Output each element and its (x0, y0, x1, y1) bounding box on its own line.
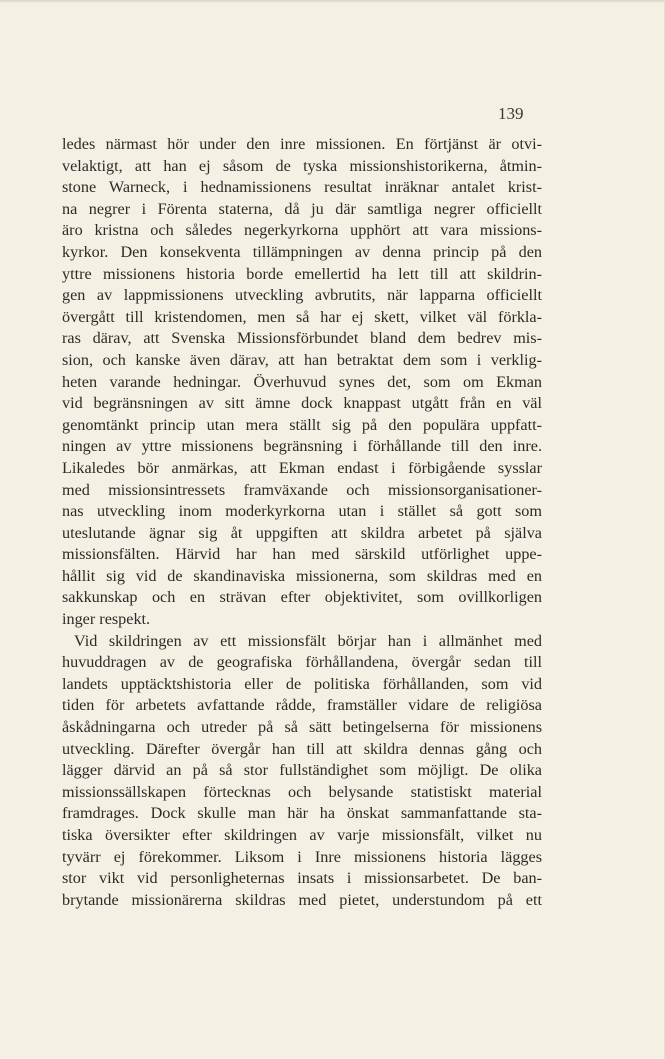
text-line: missionssällskapen förtecknas och belysande statistiskt material (62, 782, 542, 801)
text-line: uteslutande ägnar sig åt uppgiften att skildra arbetet på själva (62, 523, 542, 542)
text-line: utveckling. Därefter övergår han till att skildra dennas gång och (62, 739, 542, 758)
text-line: ningen av yttre missionens begränsning i förhållande till den inre. (62, 437, 542, 456)
text-line: hållit sig vid de skandinaviska missionerna, som skildras med en (62, 566, 542, 585)
text-line: heten varande hedningar. Överhuvud synes det, som om Ekman (62, 372, 542, 391)
text-line: åskådningarna och utreder på så sätt betingelserna för missionens (62, 718, 542, 737)
text-line: ras därav, att Svenska Missionsförbundet bland dem bedrev mis- (62, 329, 542, 348)
text-line: genomtänkt princip utan mera ställt sig på den populära uppfatt- (62, 415, 542, 434)
text-line: tiden för arbetets avfattande rådde, framställer vidare de religiösa (62, 696, 542, 715)
text-line: övergått till kristendomen, men så har ej skett, vilket väl förkla- (62, 307, 542, 326)
text-line: nas utveckling inom moderkyrkorna utan i stället så gott som (62, 502, 542, 521)
text-line: tiska översikter efter skildringen av varje missionsfält, vilket nu (62, 826, 542, 844)
text-line: vid begränsningen av sitt ämne dock knappast utgått från en väl (62, 394, 542, 413)
text-line: med missionsintressets framväxande och missionsorganisationer- (62, 480, 542, 499)
text-line: sakkunskap och en strävan efter objektivitet, som ovillkorligen (62, 588, 542, 607)
text-line: missionsfälten. Härvid har han med särskild utförlighet uppe- (62, 545, 542, 564)
page-top-edge (0, 0, 665, 3)
text-line: Likaledes bör anmärkas, att Ekman endast i förbigående sysslar (62, 458, 542, 477)
text-line: landets upptäcktshistoria eller de politiska förhållanden, som vid (62, 674, 542, 693)
text-line: velaktigt, att han ej såsom de tyska missionshistorikerna, åtmin- (62, 156, 542, 175)
page-number: 139 (498, 104, 524, 123)
text-line: kyrkor. Den konsekventa tillämpningen av denna princip på den (62, 242, 542, 261)
text-line: gen av lappmissionens utveckling avbrutits, när lapparna officiellt (62, 286, 542, 305)
text-line: brytande missionärerna skildras med pietet, understundom på ett (62, 890, 542, 909)
body-text (62, 134, 542, 911)
text-line: yttre missionens historia borde emellertid ha lett till att skildrin- (62, 264, 542, 283)
text-line: inger respekt. (62, 610, 151, 629)
text-line: stone Warneck, i hednamissionens resultat inräknar antalet krist- (62, 178, 542, 197)
text-line: framdrages. Dock skulle man här ha önskat sammanfattande sta- (62, 804, 542, 823)
text-line: tyvärr ej förekommer. Liksom i Inre missionens historia lägges (62, 847, 542, 866)
text-line: ledes närmast hör under den inre missionen. En förtjänst är otvi- (62, 135, 542, 153)
text-line: lägger därvid an på så stor fullständighet som möjligt. De olika (62, 761, 542, 780)
text-line: huvuddragen av de geografiska förhållandena, övergår sedan till (62, 653, 542, 672)
text-line: äro kristna och således negerkyrkorna upphört att vara missions- (62, 221, 542, 240)
text-line: Vid skildringen av ett missionsfält börjar han i allmänhet med (74, 631, 542, 650)
text-line: stor vikt vid personligheternas insats i missionsarbetet. De ban- (62, 869, 542, 888)
text-line: sion, och kanske även därav, att han betraktat dem som i verklig- (62, 350, 542, 369)
text-line: na negrer i Förenta staterna, då ju där samtliga negrer officiellt (62, 199, 542, 218)
